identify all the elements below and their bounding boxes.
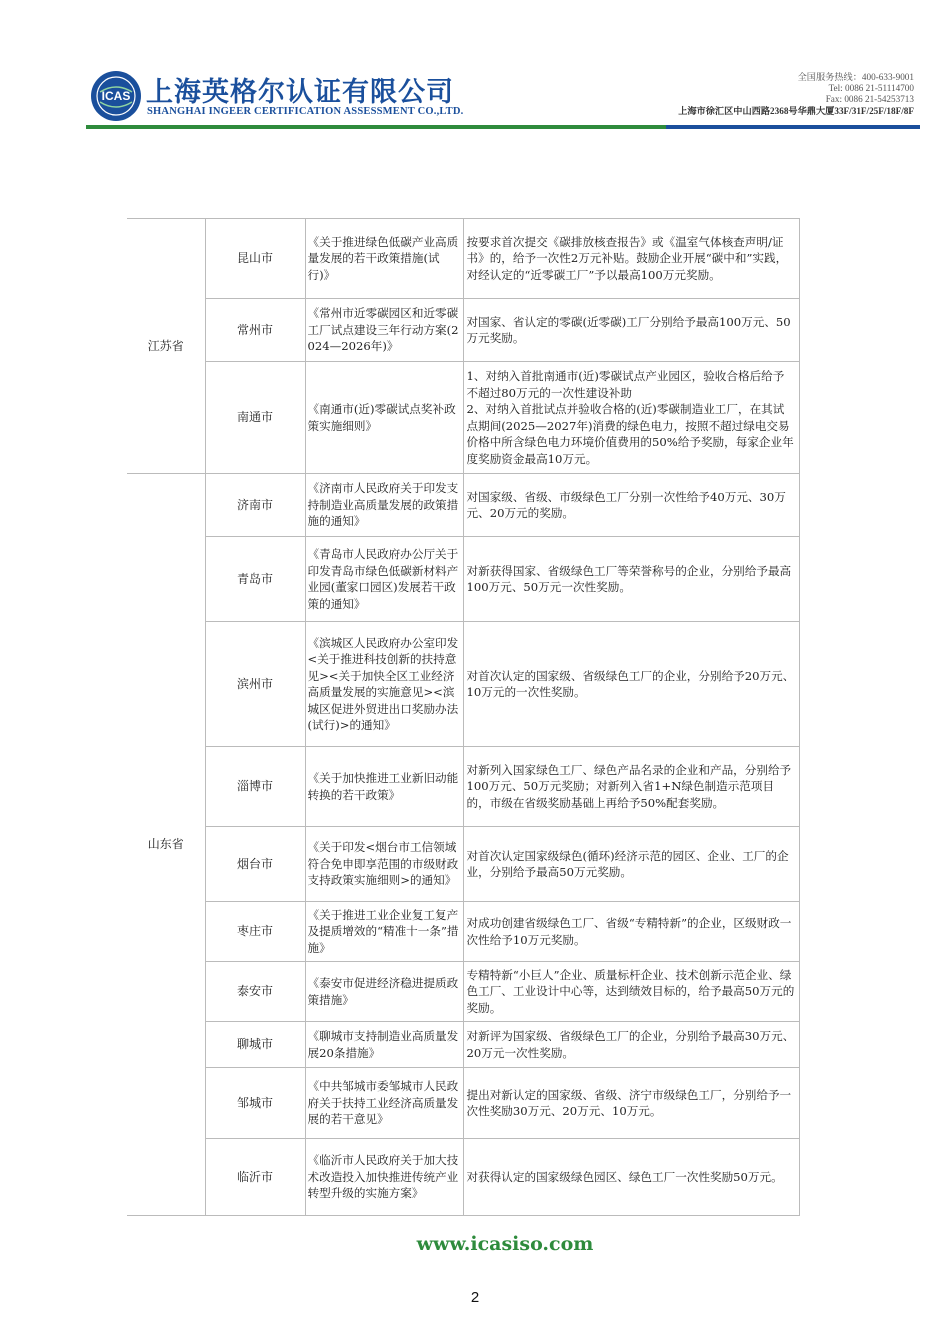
- table-row: [127, 362, 799, 474]
- policy-cell: 《中共邹城市委邹城市人民政府关于扶持工业经济高质量发展的若干意见》: [305, 1068, 463, 1139]
- page-header: [86, 66, 920, 132]
- policy-cell: 《滨城区人民政府办公室印发<关于推进科技创新的扶持意见><关于加快全区工业经济高质量发展的实施意见><滨城区促进外贸进出口奖励办法(试行)>的通知》: [305, 622, 463, 747]
- policy-cell: 《关于印发<烟台市工信领域符合免申即享范围的市级财政支持政策实施细则>的通知》: [305, 827, 463, 902]
- table-row: [127, 827, 799, 902]
- content-cell: 按要求首次提交《碳排放核查报告》或《温室气体核查声明/证书》的，给予一次性2万元补贴。鼓励企业开展“碳中和”实践，对经认定的“近零碳工厂”予以最高100万元奖励。: [463, 219, 799, 299]
- policy-cell: 《关于推进绿色低碳产业高质量发展的若干政策措施(试行)》: [305, 219, 463, 299]
- table-row: [127, 1022, 799, 1068]
- content-cell: 对成功创建省级绿色工厂、省级“专精特新”的企业，区级财政一次性给予10万元奖励。: [463, 902, 799, 962]
- policy-cell: 《南通市(近)零碳试点奖补政策实施细则》: [305, 362, 463, 474]
- table-row: [127, 902, 799, 962]
- content-cell: 提出对新认定的国家级、省级、济宁市级绿色工厂，分别给予一次性奖励30万元、20万元、10万元。: [463, 1068, 799, 1139]
- policy-cell: 《泰安市促进经济稳进提质政策措施》: [305, 962, 463, 1022]
- content-cell: 对首次认定国家级绿色(循环)经济示范的园区、企业、工厂的企业，分别给予最高50万元奖励。: [463, 827, 799, 902]
- city-cell: 泰安市: [205, 962, 305, 1022]
- icas-logo-icon: [90, 70, 142, 122]
- table-row: [127, 299, 799, 362]
- city-cell: 临沂市: [205, 1139, 305, 1216]
- table-row: [127, 962, 799, 1022]
- website-link[interactable]: www.icasiso.com: [416, 1233, 594, 1255]
- content-cell: 对新获得国家、省级绿色工厂等荣誉称号的企业，分别给予最高100万元、50万元一次性奖励。: [463, 537, 799, 622]
- policy-table: [127, 218, 800, 1216]
- content-cell: 对首次认定的国家级、省级绿色工厂的企业，分别给予20万元、10万元的一次性奖励。: [463, 622, 799, 747]
- header-divider-blue: [666, 125, 920, 129]
- policy-cell: 《关于加快推进工业新旧动能转换的若干政策》: [305, 747, 463, 827]
- city-cell: 济南市: [205, 474, 305, 537]
- city-cell: 烟台市: [205, 827, 305, 902]
- content-cell: 对国家级、省级、市级绿色工厂分别一次性给予40万元、30万元、20万元的奖励。: [463, 474, 799, 537]
- content-cell: 对国家、省认定的零碳(近零碳)工厂分别给予最高100万元、50万元奖励。: [463, 299, 799, 362]
- province-cell: 山东省: [127, 474, 205, 1216]
- city-cell: 青岛市: [205, 537, 305, 622]
- policy-cell: 《聊城市支持制造业高质量发展20条措施》: [305, 1022, 463, 1068]
- header-divider-green: [86, 125, 666, 129]
- content-cell: 1、对纳入首批南通市(近)零碳试点产业园区，验收合格后给予不超过80万元的一次性建设补助 2、对纳入首批试点并验收合格的(近)零碳制造业工厂，在其试点期间(2025—2027年)消费的绿色电力，按照不超过绿电交易价格中所含绿色电力环境价值费用的50%给予奖励，每家企业年度奖励资金最高10万元。: [463, 362, 799, 474]
- address: 上海市徐汇区中山西路2368号华鼎大厦33F/31F/25F/18F/8F: [678, 105, 914, 116]
- province-cell: 江苏省: [127, 219, 205, 474]
- fax: Fax: 0086 21-54253713: [825, 94, 914, 105]
- table-row: [127, 747, 799, 827]
- content-cell: 对新列入国家绿色工厂、绿色产品名录的企业和产品，分别给予100万元、50万元奖励；对新列入省1+N绿色制造示范项目的，市级在省级奖励基础上再给予50%配套奖励。: [463, 747, 799, 827]
- city-cell: 滨州市: [205, 622, 305, 747]
- table-row: [127, 474, 799, 537]
- company-name-cn: 上海英格尔认证有限公司: [146, 77, 454, 108]
- content-cell: 专精特新“小巨人”企业、质量标杆企业、技术创新示范企业、绿色工厂、工业设计中心等，达到绩效目标的，给予最高50万元的奖励。: [463, 962, 799, 1022]
- policy-cell: 《常州市近零碳园区和近零碳工厂试点建设三年行动方案(2024—2026年)》: [305, 299, 463, 362]
- hotline: 全国服务热线：400-633-9001: [797, 72, 914, 82]
- table-row: [127, 1068, 799, 1139]
- table-row: [127, 622, 799, 747]
- city-cell: 昆山市: [205, 219, 305, 299]
- page-number: 2: [470, 1289, 480, 1306]
- policy-cell: 《济南市人民政府关于印发支持制造业高质量发展的政策措施的通知》: [305, 474, 463, 537]
- city-cell: 聊城市: [205, 1022, 305, 1068]
- policy-cell: 《青岛市人民政府办公厅关于印发青岛市绿色低碳新材料产业园(董家口园区)发展若干政策的通知》: [305, 537, 463, 622]
- city-cell: 邹城市: [205, 1068, 305, 1139]
- table-row: [127, 1139, 799, 1216]
- company-name-en: SHANGHAI INGEER CERTIFICATION ASSESSMENT CO.,LTD.: [147, 106, 464, 117]
- policy-cell: 《关于推进工业企业复工复产及提质增效的“精准十一条”措施》: [305, 902, 463, 962]
- contact-info: [678, 72, 914, 117]
- telephone: Tel: 0086 21-51114700: [828, 83, 914, 94]
- policy-cell: 《临沂市人民政府关于加大技术改造投入加快推进传统产业转型升级的实施方案》: [305, 1139, 463, 1216]
- content-cell: 对获得认定的国家级绿色园区、绿色工厂一次性奖励50万元。: [463, 1139, 799, 1216]
- city-cell: 常州市: [205, 299, 305, 362]
- city-cell: 枣庄市: [205, 902, 305, 962]
- city-cell: 南通市: [205, 362, 305, 474]
- logo-text: ICAS: [101, 89, 131, 103]
- table-row: [127, 219, 799, 299]
- table-row: [127, 537, 799, 622]
- content-cell: 对新评为国家级、省级绿色工厂的企业，分别给予最高30万元、20万元一次性奖励。: [463, 1022, 799, 1068]
- city-cell: 淄博市: [205, 747, 305, 827]
